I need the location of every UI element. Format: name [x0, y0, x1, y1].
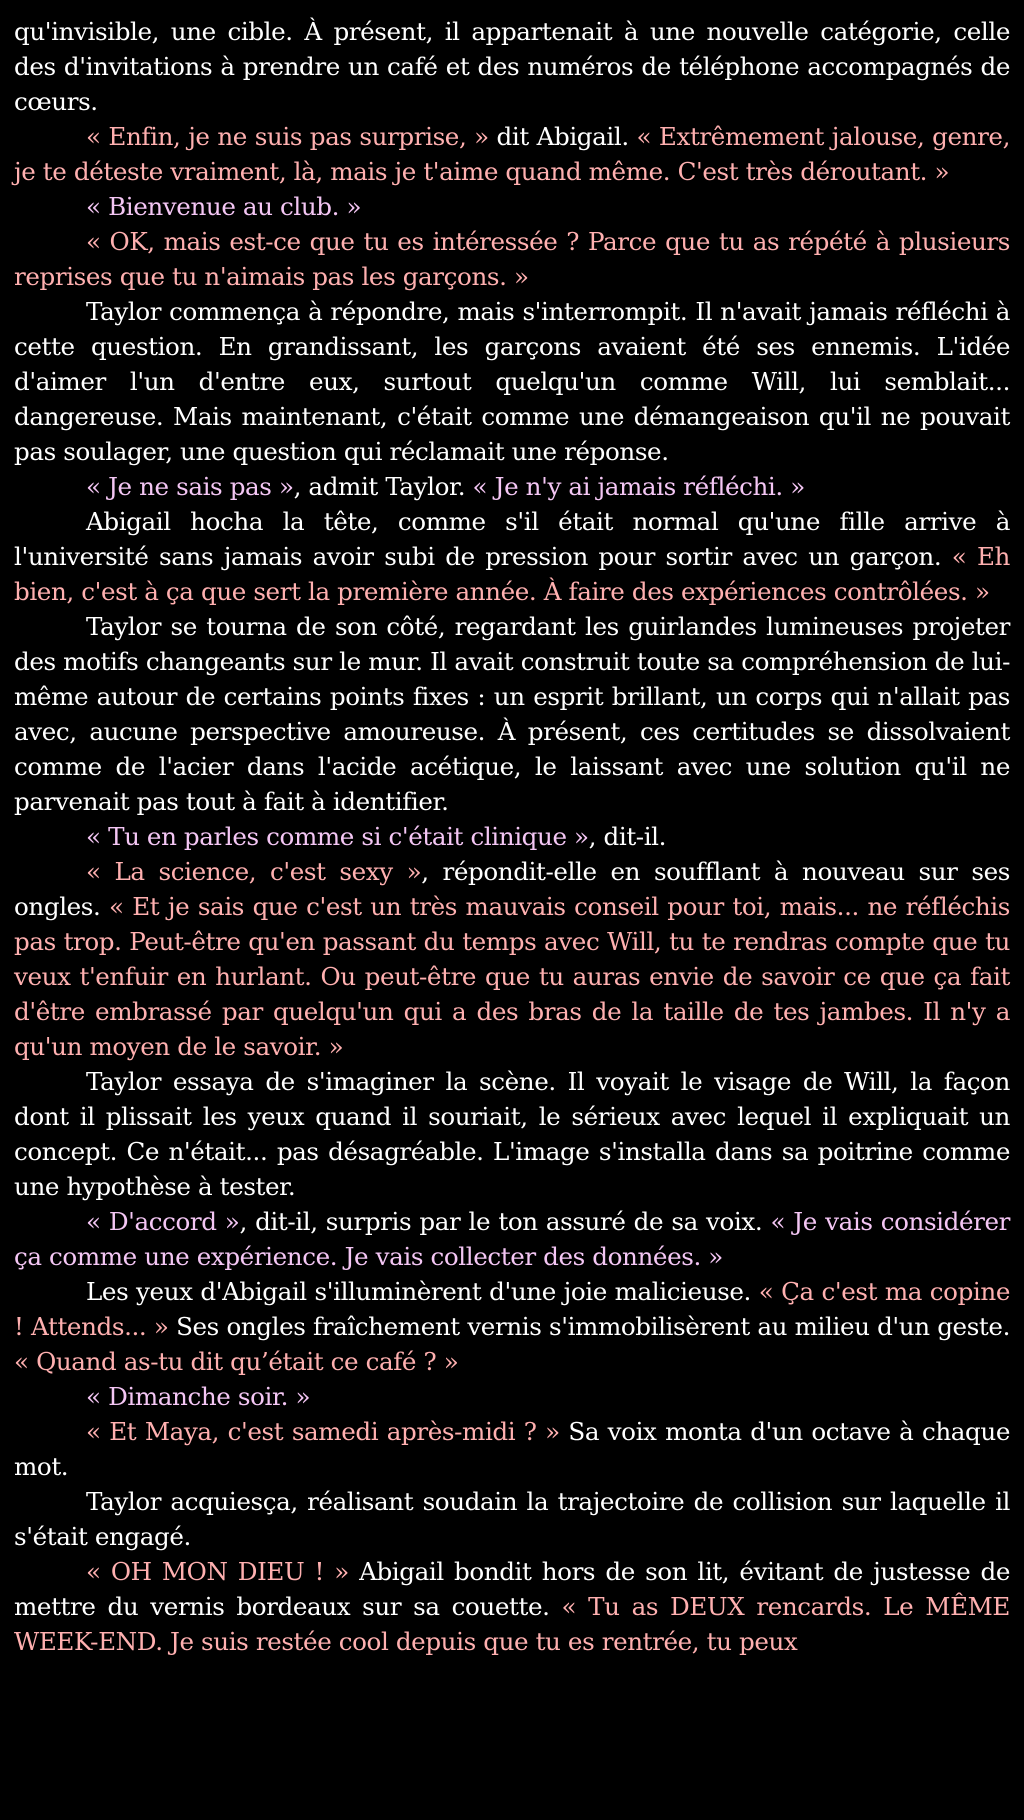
abigail-dialogue: « Et je sais que c'est un très mauvais conseil pour toi, mais... ne réfléchis pas trop. Peut-être qu'en passant du temps avec Will, tu te rendras compte que tu veux t'enfuir en hurlant. Ou peut-être que tu auras envie de savoir ce que ça fait d'être embrassé par quelqu'un qui a des bras de la taille de tes jambes. Il n'y a qu'un moyen de le savoir. » [14, 892, 1010, 1061]
taylor-dialogue: « Je n'y ai jamais réfléchi. » [472, 472, 805, 501]
paragraph [14, 1484, 1010, 1554]
paragraph [14, 854, 1010, 1064]
paragraph [14, 504, 1010, 609]
paragraph [14, 1554, 1010, 1659]
narration-text: qu'invisible, une cible. À présent, il appartenait à une nouvelle catégorie, celle des d'invitations à prendre un café et des numéros de téléphone accompagnés de cœurs. [14, 17, 1010, 116]
taylor-dialogue: « Je ne sais pas » [86, 472, 294, 501]
narration-text: Abigail bondit hors de son lit, évitant de justesse de mettre du vernis bordeaux sur sa couette. [14, 1557, 1010, 1621]
narration-text: Taylor acquiesça, réalisant soudain la trajectoire de collision sur laquelle il s'était engagé. [14, 1487, 1010, 1551]
paragraph [14, 1379, 1010, 1414]
paragraph [14, 1064, 1010, 1204]
abigail-dialogue: « Eh bien, c'est à ça que sert la première année. À faire des expériences contrôlées. » [14, 542, 1010, 606]
paragraph [14, 1414, 1010, 1484]
abigail-dialogue: « Et Maya, c'est samedi après-midi ? » [86, 1417, 560, 1446]
abigail-dialogue: « Ça c'est ma copine ! Attends... » [14, 1277, 1010, 1341]
narration-text: , dit-il. [588, 822, 667, 851]
taylor-dialogue: « Tu en parles comme si c'était clinique » [86, 822, 589, 851]
paragraph [14, 469, 1010, 504]
taylor-dialogue: « Dimanche soir. » [86, 1382, 311, 1411]
paragraph [14, 609, 1010, 819]
narration-text: Taylor se tourna de son côté, regardant les guirlandes lumineuses projeter des motifs changeants sur le mur. Il avait construit toute sa compréhension de lui-même autour de certains points fixes : un esprit brillant, un corps qui n'allait pas avec, aucune perspective amoureuse. À présent, ces certitudes se dissolvaient comme de l'acier dans l'acide acétique, le laissant avec une solution qu'il ne parvenait pas tout à fait à identifier. [14, 612, 1010, 816]
narration-text: Sa voix monta d'un octave à chaque mot. [14, 1417, 1010, 1481]
abigail-dialogue: « Extrêmement jalouse, genre, je te déteste vraiment, là, mais je t'aime quand même. C'est très déroutant. » [14, 122, 1011, 186]
taylor-dialogue: « Je vais considérer ça comme une expérience. Je vais collecter des données. » [14, 1207, 1010, 1271]
narration-text: , dit-il, surpris par le ton assuré de sa voix. [239, 1207, 771, 1236]
narration-text: Ses ongles fraîchement vernis s'immobilisèrent au milieu d'un geste. [168, 1312, 1010, 1341]
taylor-dialogue: « Bienvenue au club. » [86, 192, 362, 221]
narration-text: Taylor essaya de s'imaginer la scène. Il voyait le visage de Will, la façon dont il plissait les yeux quand il souriait, le sérieux avec lequel il expliquait un concept. Ce n'était... pas désagréable. L'image s'installa dans sa poitrine comme une hypothèse à tester. [14, 1067, 1010, 1201]
abigail-dialogue: « Tu as DEUX rencards. Le MÊME WEEK-END. Je suis restée cool depuis que tu es rentrée, tu peux [14, 1592, 1010, 1656]
paragraph [14, 119, 1010, 189]
abigail-dialogue: « Quand as-tu dit qu’était ce café ? » [14, 1347, 459, 1376]
paragraph [14, 224, 1010, 294]
abigail-dialogue: « Enfin, je ne suis pas surprise, » [86, 122, 489, 151]
paragraph [14, 1274, 1010, 1379]
narration-text: Taylor commença à répondre, mais s'interrompit. Il n'avait jamais réfléchi à cette question. En grandissant, les garçons avaient été ses ennemis. L'idée d'aimer l'un d'entre eux, surtout quelqu'un comme Will, lui semblait... dangereuse. Mais maintenant, c'était comme une démangeaison qu'il ne pouvait pas soulager, une question qui réclamait une réponse. [14, 297, 1010, 466]
abigail-dialogue: « La science, c'est sexy » [86, 857, 422, 886]
paragraph [14, 294, 1010, 469]
narration-text: Abigail hocha la tête, comme s'il était normal qu'une fille arrive à l'université sans jamais avoir subi de pression pour sortir avec un garçon. [14, 507, 1010, 571]
narration-text: dit Abigail. [488, 122, 637, 151]
abigail-dialogue: « OH MON DIEU ! » [86, 1557, 349, 1586]
narration-text: , admit Taylor. [293, 472, 473, 501]
narration-text: Les yeux d'Abigail s'illuminèrent d'une joie malicieuse. [86, 1277, 759, 1306]
paragraph [14, 819, 1010, 854]
narration-text: , répondit-elle en soufflant à nouveau sur ses ongles. [14, 857, 1010, 921]
paragraph [14, 1204, 1010, 1274]
abigail-dialogue: « OK, mais est-ce que tu es intéressée ? Parce que tu as répété à plusieurs reprises que tu n'aimais pas les garçons. » [14, 227, 1010, 291]
taylor-dialogue: « D'accord » [86, 1207, 240, 1236]
paragraph [14, 14, 1010, 119]
paragraph [14, 189, 1010, 224]
